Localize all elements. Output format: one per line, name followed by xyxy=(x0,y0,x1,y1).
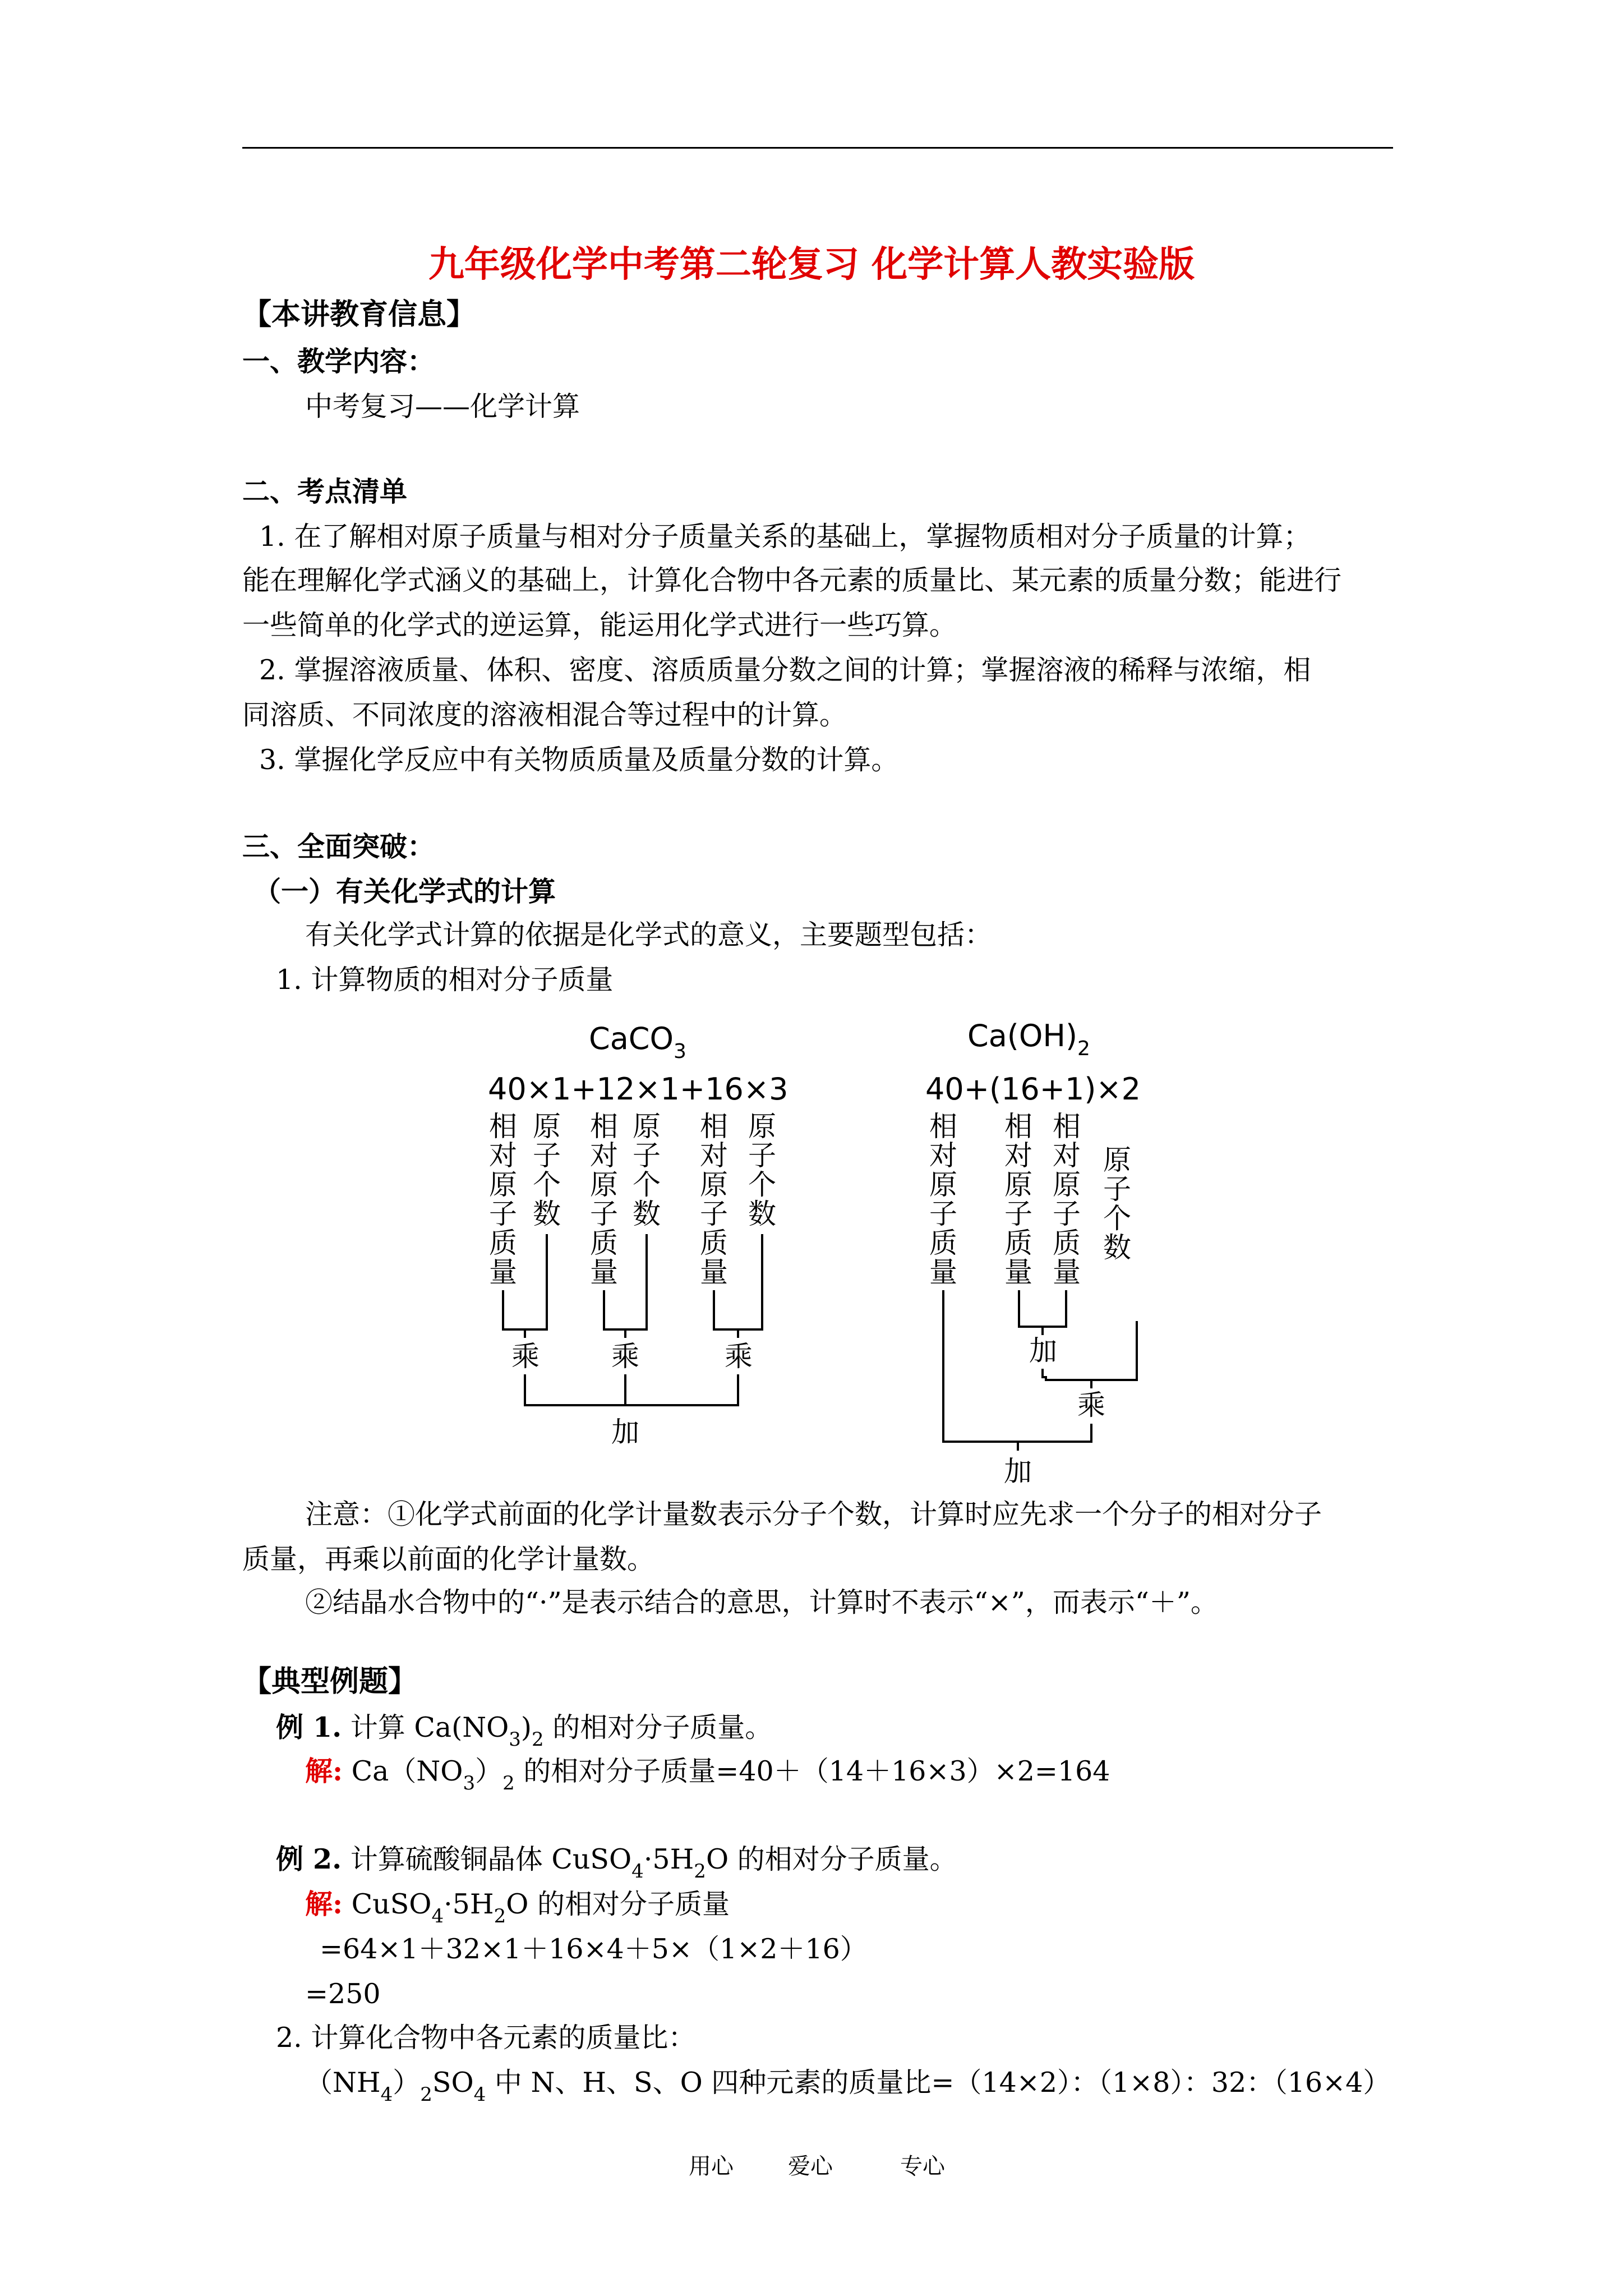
caoh2-col-mass-2 xyxy=(1004,1110,1032,1289)
caoh2-add-inner: 加 xyxy=(1029,1335,1057,1367)
svg-text:相: 相 xyxy=(1004,1110,1032,1143)
svg-text:对: 对 xyxy=(1004,1139,1032,1172)
svg-text:对: 对 xyxy=(590,1139,618,1172)
caco3-diagram xyxy=(477,1010,791,1458)
caco3-col-mass-1 xyxy=(489,1110,517,1289)
solution1-label: 解: xyxy=(305,1755,343,1787)
item2-mass-ratio: 2. 计算化合物中各元素的质量比： xyxy=(276,2022,696,2054)
s2-item2-line2: 同溶质、不同浓度的溶液相混合等过程中的计算。 xyxy=(242,699,847,731)
svg-text:质: 质 xyxy=(1053,1227,1081,1259)
svg-text:相: 相 xyxy=(590,1110,618,1143)
svg-text:原: 原 xyxy=(633,1110,661,1143)
s3-heading: 三、全面突破： xyxy=(242,830,435,863)
svg-text:原: 原 xyxy=(1004,1168,1032,1201)
caoh2-bracket-outer xyxy=(943,1290,1091,1442)
caco3-multiply-1: 乘 xyxy=(511,1340,540,1373)
s2-item1-line2: 能在理解化学式涵义的基础上，计算化合物中各元素的质量比、某元素的质量分数；能进行 xyxy=(242,564,1342,596)
caco3-col-count-3 xyxy=(748,1110,776,1230)
s2-item1-line3: 一些简单的化学式的逆运算，能运用化学式进行一些巧算。 xyxy=(242,609,957,641)
svg-text:子: 子 xyxy=(1103,1173,1131,1205)
page-title: 九年级化学中考第二轮复习 化学计算人教实验版 xyxy=(428,243,1195,286)
svg-text:子: 子 xyxy=(929,1198,957,1230)
s2-item2-line1: 2. 掌握溶液质量、体积、密度、溶质质量分数之间的计算；掌握溶液的稀释与浓缩，相 xyxy=(259,654,1311,686)
svg-text:量: 量 xyxy=(1053,1256,1081,1289)
solution2-line3: =250 xyxy=(305,1978,381,2010)
svg-text:相: 相 xyxy=(700,1110,728,1143)
svg-text:数: 数 xyxy=(1103,1231,1131,1264)
svg-text:对: 对 xyxy=(700,1139,728,1172)
svg-text:量: 量 xyxy=(700,1256,728,1289)
example2: 例 2. 计算硫酸铜晶体 $CuSO_4\cdot 5H_2O$ 的相对分子质量。 xyxy=(276,1843,957,1883)
svg-text:个: 个 xyxy=(1103,1202,1131,1235)
item2-example: $(NH_4)_2SO_4$ 中 N、H、S、O 四种元素的质量比=（14×2）：（1×8）：32：（16×4） xyxy=(305,2067,1391,2106)
caco3-col-mass-3 xyxy=(700,1110,728,1289)
header-rule xyxy=(242,147,1393,149)
caoh2-col-mass-3 xyxy=(1053,1110,1081,1289)
footer-b: 爱心 xyxy=(788,2154,833,2179)
caoh2-expression: 40+(16+1)×2 xyxy=(925,1071,1141,1107)
s3-intro: 有关化学式计算的依据是化学式的意义，主要题型包括： xyxy=(305,919,993,951)
caco3-multiply-2: 乘 xyxy=(611,1340,639,1373)
note-line3: ②结晶水合物中的“·”是表示结合的意思，计算时不表示“×”，而表示“＋”。 xyxy=(305,1586,1218,1618)
svg-text:子: 子 xyxy=(489,1198,517,1230)
footer-a: 用心 xyxy=(689,2154,734,2179)
svg-text:质: 质 xyxy=(1004,1227,1032,1259)
svg-text:量: 量 xyxy=(1004,1256,1032,1289)
caoh2-bracket-inner xyxy=(1019,1290,1066,1327)
svg-text:对: 对 xyxy=(1053,1139,1081,1172)
example2-label: 例 2. xyxy=(276,1843,342,1875)
caco3-col-count-1 xyxy=(533,1110,561,1230)
svg-text:子: 子 xyxy=(533,1139,561,1172)
svg-text:个: 个 xyxy=(748,1168,776,1201)
footer-c: 专心 xyxy=(900,2154,945,2179)
svg-text:子: 子 xyxy=(700,1198,728,1230)
svg-text:数: 数 xyxy=(748,1198,776,1230)
svg-text:原: 原 xyxy=(533,1110,561,1143)
svg-text:量: 量 xyxy=(489,1256,517,1289)
solution2-line2: =64×1＋32×1＋16×4＋5×（1×2＋16） xyxy=(320,1933,868,1965)
s3-item1: 1. 计算物质的相对分子质量 xyxy=(276,964,614,996)
svg-text:数: 数 xyxy=(633,1198,661,1230)
svg-text:质: 质 xyxy=(590,1227,618,1259)
section-info-heading: 【本讲教育信息】 xyxy=(242,297,476,332)
caoh2-col-mass-1 xyxy=(929,1110,957,1289)
svg-text:个: 个 xyxy=(633,1168,661,1201)
svg-text:质: 质 xyxy=(929,1227,957,1259)
note-line1: 注意：①化学式前面的化学计量数表示分子个数，计算时应先求一个分子的相对分子 xyxy=(305,1498,1322,1530)
svg-text:子: 子 xyxy=(633,1139,661,1172)
caco3-col-count-2 xyxy=(633,1110,661,1230)
svg-text:子: 子 xyxy=(748,1139,776,1172)
caco3-expression: 40×1+12×1+16×3 xyxy=(488,1071,789,1107)
svg-text:相: 相 xyxy=(929,1110,957,1143)
svg-text:相: 相 xyxy=(1053,1110,1081,1143)
svg-text:质: 质 xyxy=(489,1227,517,1259)
svg-text:原: 原 xyxy=(700,1168,728,1201)
caoh2-diagram xyxy=(923,1010,1203,1492)
caoh2-bracket-multiply xyxy=(1046,1321,1137,1380)
examples-heading: 【典型例题】 xyxy=(242,1664,418,1699)
caoh2-add-outer: 加 xyxy=(1004,1455,1032,1488)
svg-text:量: 量 xyxy=(929,1256,957,1289)
note-line2: 质量，再乘以前面的化学计量数。 xyxy=(242,1543,655,1575)
svg-text:原: 原 xyxy=(748,1110,776,1143)
svg-text:原: 原 xyxy=(1103,1144,1131,1176)
s2-heading: 二、考点清单 xyxy=(242,475,408,508)
s1-content: 中考复习——化学计算 xyxy=(305,390,580,422)
solution1: 解: $Ca(NO_3)_2$ 的相对分子质量=40＋（14＋16×3）×2=164 xyxy=(305,1755,1110,1795)
svg-text:子: 子 xyxy=(1004,1198,1032,1230)
svg-text:原: 原 xyxy=(929,1168,957,1201)
svg-text:子: 子 xyxy=(1053,1198,1081,1230)
solution2-line1: 解: $CuSO_4\cdot 5H_2O$ 的相对分子质量 xyxy=(305,1888,730,1927)
caco3-col-mass-2 xyxy=(590,1110,618,1289)
example1: 例 1. 计算 $Ca(NO_3)_2$ 的相对分子质量。 xyxy=(276,1711,773,1751)
s3-sub1: （一）有关化学式的计算 xyxy=(253,875,556,908)
s1-heading: 一、教学内容： xyxy=(242,345,435,378)
svg-text:子: 子 xyxy=(590,1198,618,1230)
example1-label: 例 1. xyxy=(276,1711,342,1743)
svg-text:质: 质 xyxy=(700,1227,728,1259)
caoh2-formula: $Ca(OH)_2$ xyxy=(967,1018,1090,1060)
svg-text:量: 量 xyxy=(590,1256,618,1289)
caoh2-col-count xyxy=(1103,1144,1131,1264)
caoh2-inner-tail xyxy=(1043,1369,1047,1377)
solution2-label: 解: xyxy=(305,1888,343,1920)
caco3-sum-bracket xyxy=(525,1374,738,1405)
caoh2-multiply: 乘 xyxy=(1077,1389,1105,1421)
svg-text:数: 数 xyxy=(533,1198,561,1230)
svg-text:对: 对 xyxy=(929,1139,957,1172)
svg-text:相: 相 xyxy=(489,1110,517,1143)
svg-text:对: 对 xyxy=(489,1139,517,1172)
s2-item1-line1: 1. 在了解相对原子质量与相对分子质量关系的基础上，掌握物质相对分子质量的计算； xyxy=(259,521,1311,553)
caco3-add: 加 xyxy=(611,1416,639,1448)
s2-item3: 3. 掌握化学反应中有关物质质量及质量分数的计算。 xyxy=(259,744,899,776)
svg-text:原: 原 xyxy=(1053,1168,1081,1201)
svg-text:个: 个 xyxy=(533,1168,561,1201)
caco3-multiply-3: 乘 xyxy=(725,1340,753,1373)
svg-text:原: 原 xyxy=(590,1168,618,1201)
svg-text:原: 原 xyxy=(489,1168,517,1201)
caco3-formula: CaCO$_3$ xyxy=(589,1021,686,1063)
